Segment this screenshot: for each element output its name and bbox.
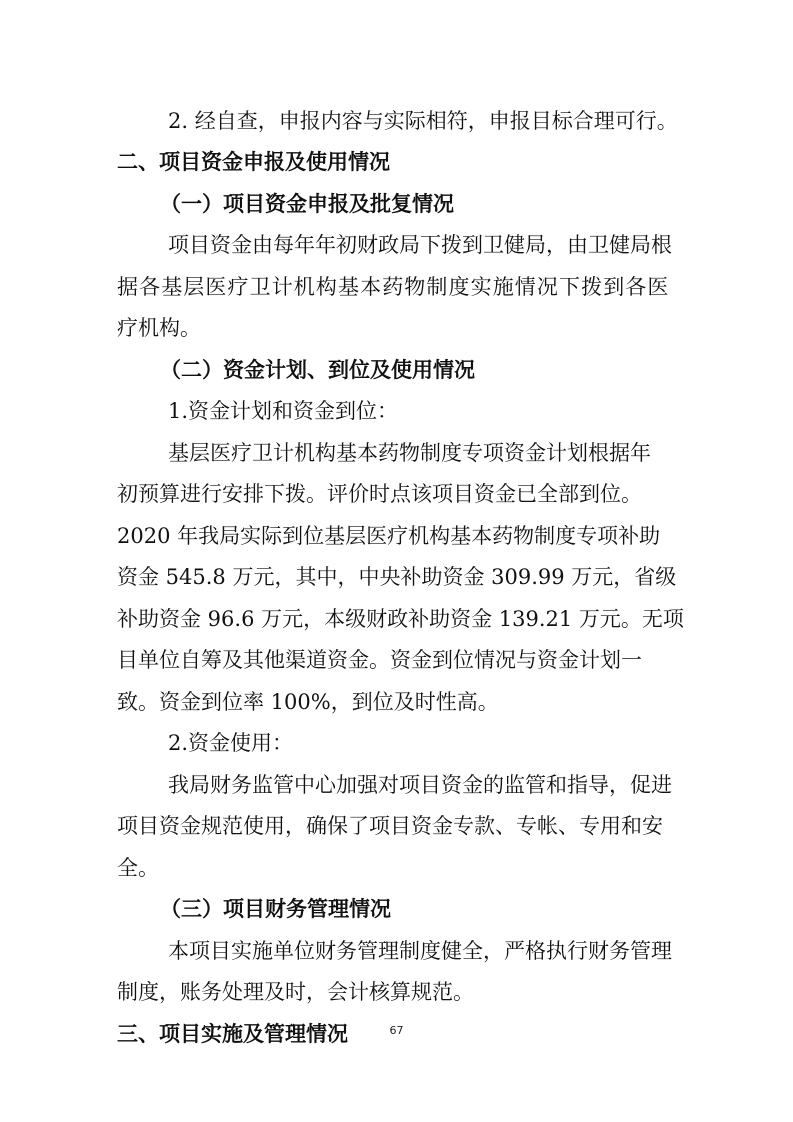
paragraph-line: 2.资金使用： <box>168 731 294 755</box>
paragraph-line: 补助资金 96.6 万元，本级财政补助资金 139.21 万元。无项 <box>117 607 684 631</box>
paragraph-line: 本项目实施单位财务管理制度健全，严格执行财务管理 <box>168 939 672 963</box>
paragraph-line: 项目资金规范使用，确保了项目资金专款、专帐、专用和安 <box>117 814 663 838</box>
paragraph-line: 2020 年我局实际到位基层医疗机构基本药物制度专项补助 <box>117 524 661 548</box>
paragraph-line: 全。 <box>117 856 159 880</box>
paragraph-line: 目单位自筹及其他渠道资金。资金到位情况与资金计划一 <box>117 648 642 672</box>
paragraph-line: 资金 545.8 万元，其中，中央补助资金 309.99 万元，省级 <box>117 565 677 589</box>
paragraph-line: 据各基层医疗卫计机构基本药物制度实施情况下拨到各医 <box>117 275 670 299</box>
subsection-heading: （一）项目资金申报及批复情况 <box>160 192 454 216</box>
paragraph-line: 我局财务监管中心加强对项目资金的监管和指导，促进 <box>168 773 672 797</box>
paragraph-line: 基层医疗卫计机构基本药物制度专项资金计划根据年 <box>168 441 651 465</box>
paragraph-line: 初预算进行安排下拨。评价时点该项目资金已全部到位。 <box>117 482 642 506</box>
section-heading: 二、项目资金申报及使用情况 <box>117 150 390 174</box>
paragraph-line: 2. 经自查，申报内容与实际相符，申报目标合理可行。 <box>168 109 678 133</box>
subsection-heading: （二）资金计划、到位及使用情况 <box>160 358 475 382</box>
page-number: 67 <box>389 1024 404 1037</box>
section-heading: 三、项目实施及管理情况 <box>117 1022 348 1046</box>
paragraph-line: 项目资金由每年年初财政局下拨到卫健局，由卫健局根 <box>168 233 672 257</box>
paragraph-line: 1.资金计划和资金到位： <box>168 399 399 423</box>
paragraph-line: 致。资金到位率 100%，到位及时性高。 <box>117 690 499 714</box>
subsection-heading: （三）项目财务管理情况 <box>160 897 391 921</box>
paragraph-line: 疗机构。 <box>117 316 201 340</box>
paragraph-line: 制度，账务处理及时，会计核算规范。 <box>117 980 474 1004</box>
